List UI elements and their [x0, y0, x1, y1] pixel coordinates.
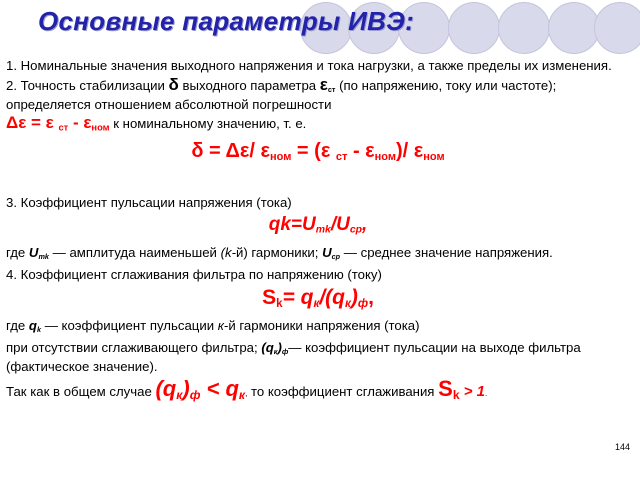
subscript: ст: [327, 84, 336, 94]
formula-run: qk=U: [268, 214, 316, 236]
decor-circle: [498, 2, 550, 54]
formula-run: (q: [155, 375, 177, 401]
ripple-definition: [6, 245, 630, 264]
absolute-error-formula: [6, 113, 110, 132]
symbol: ): [277, 340, 282, 355]
formula-run: /(q: [319, 285, 345, 309]
subscript: к: [238, 387, 246, 402]
formula-run: S: [262, 285, 277, 309]
subscript: ст: [335, 150, 348, 163]
formula-run: ,: [362, 214, 368, 236]
text-run: .: [484, 388, 488, 398]
conclusion-paragraph: [6, 375, 630, 404]
subscript: к: [344, 297, 351, 310]
symbol: (q: [261, 340, 274, 355]
conclusion-formula: [155, 375, 248, 402]
formula-run: = (ε: [291, 140, 336, 163]
symbol: (k-: [220, 245, 236, 260]
text-run: выходного параметра: [178, 77, 320, 93]
subscript: ф: [357, 297, 369, 310]
subscript: ф: [189, 387, 201, 402]
formula-run: ): [182, 375, 190, 401]
subscript: ф: [281, 346, 289, 356]
item-1-paragraph: 1. Номинальные значения выходного напряжения и тока нагрузки, а также пределы их изменения.: [6, 58, 612, 73]
formula-run: δ = Δε/ ε: [191, 140, 270, 163]
formula-run: > 1: [459, 382, 485, 400]
formula-run: Δε = ε: [6, 113, 59, 133]
item-3-paragraph: 3. Коэффициент пульсации напряжения (тока): [6, 194, 292, 210]
text-run: — коэффициент пульсации на выходе фильтра (фактическое значение).: [6, 340, 581, 375]
text-run: -й гармоники напряжения (тока): [223, 317, 420, 333]
subscript: к: [313, 297, 320, 310]
absolute-error-line: [6, 115, 630, 136]
result-formula: [438, 375, 488, 402]
subscript: к: [176, 387, 183, 402]
symbol: q: [28, 317, 37, 333]
formula-run: = q: [282, 285, 314, 309]
subscript: ном: [423, 150, 445, 163]
text-run: Так как в общем случае: [6, 383, 156, 399]
formula-run: ): [350, 285, 358, 309]
delta-symbol: δ: [168, 74, 179, 94]
text-run: то коэффициент сглаживания: [247, 383, 439, 399]
subscript: mk: [315, 225, 331, 236]
symbol: к: [217, 317, 224, 333]
epsilon-symbol: ε: [319, 74, 328, 94]
subscript: k: [276, 297, 283, 310]
stabilization-formula: [6, 139, 630, 169]
text-run: где: [6, 317, 29, 333]
text-run: — среднее значение напряжения.: [340, 245, 553, 260]
filter-definition: [6, 340, 630, 375]
item-4-paragraph: 4. Коэффициент сглаживания фильтра по напряжению (току): [6, 267, 382, 283]
item-2-paragraph: [6, 74, 630, 113]
page-number: 144: [614, 442, 630, 452]
decor-circle: [448, 2, 500, 54]
subscript: k: [36, 324, 42, 334]
subscript: ном: [91, 122, 110, 133]
formula-run: ,: [368, 285, 374, 309]
slide-content: [6, 58, 630, 406]
subscript: k: [452, 387, 460, 402]
subscript: ном: [270, 150, 292, 163]
text-run: ,: [245, 388, 248, 398]
text-run: к номинальному значению, т. е.: [109, 116, 307, 132]
decor-circle: [548, 2, 600, 54]
formula-run: )/ ε: [396, 140, 424, 163]
subscript: ср: [331, 251, 341, 261]
text-run: — коэффициент пульсации: [41, 317, 218, 333]
smoothing-formula: [6, 286, 630, 316]
formula-run: < q: [200, 375, 239, 401]
decor-circle: [594, 2, 640, 54]
text-run: где: [6, 245, 29, 260]
symbol: U: [322, 245, 332, 260]
formula-run: - ε: [68, 113, 92, 133]
ripple-formula: [6, 213, 630, 243]
subscript: ср: [349, 225, 362, 236]
symbol: U: [28, 245, 39, 260]
text-run: й) гармоники;: [235, 245, 323, 260]
subscript: к: [273, 346, 278, 356]
text-run: 2. Точность стабилизации: [6, 77, 169, 93]
subscript: ном: [374, 150, 397, 163]
slide-title: Основные параметры ИВЭ:: [38, 6, 415, 36]
subscript: mk: [38, 251, 49, 261]
text-run: — амплитуда наименьшей: [48, 245, 221, 260]
spacer: [6, 173, 630, 195]
text-run: при отсутствии сглаживающего фильтра;: [6, 340, 262, 355]
formula-run: - ε: [347, 140, 375, 163]
text-run: (по напряжению, току или частоте); определяется отношением абсолютной погрешности: [6, 77, 557, 112]
subscript: ст: [58, 122, 69, 133]
formula-run: /U: [330, 214, 350, 236]
formula-run: S: [438, 375, 453, 401]
smoothing-definition: [6, 318, 630, 337]
